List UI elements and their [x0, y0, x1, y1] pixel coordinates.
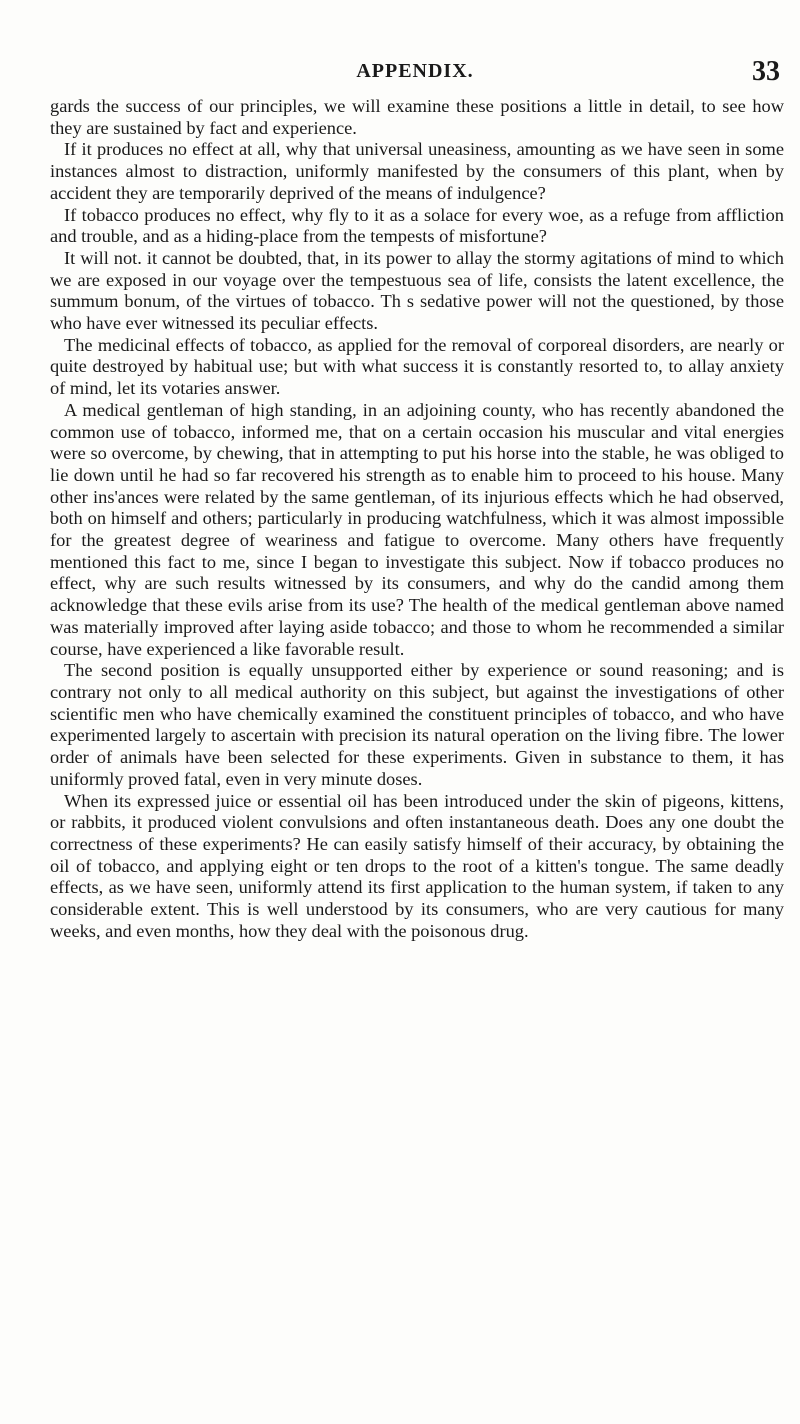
running-title: APPENDIX.: [356, 60, 474, 82]
paragraph: The medicinal effects of tobacco, as applied for the removal of corporeal disorders, are nearly or quite destroyed by habitual use; but with what success it is constantly resorted to, to allay anxiety of mind, let its votaries answer.: [50, 334, 784, 399]
paragraph: If tobacco produces no effect, why fly to it as a solace for every woe, as a refuge from affliction and trouble, and as a hiding-place from the tempests of misfortune?: [50, 204, 784, 247]
paragraph-continued: gards the success of our principles, we will examine these positions a little in detail, to see how they are sustained by fact and experience.: [50, 96, 784, 138]
paragraph: It will not. it cannot be doubted, that, in its power to allay the stormy agitations of mind to which we are exposed in our voyage over the tempestuous sea of life, consists the latent excellence, the summum bonum, of the virtues of tobacco. Th s sedative power will not the questioned, by those who have ever witnessed its peculiar effects.: [50, 247, 784, 334]
paragraph: A medical gentleman of high standing, in an adjoining county, who has recently abandoned the common use of tobacco, informed me, that on a certain occasion his muscular and vital energies were so overcome, by chewing, that in attempting to put his horse into the stable, he was obliged to lie down until he had so far recovered his strength as to enable him to proceed to his house. Many other ins'ances were related by the same gentleman, of its injurious effects which he had observed, both on himself and others; particularly in producing watchfulness, which it was almost impossible for the greatest degree of weariness and fatigue to overcome. Many others have frequently mentioned this fact to me, since I began to investigate this subject. Now if tobacco produces no effect, why are such results witnessed by its consumers, and why do the candid among them acknowledge that these evils arise from its use? The health of the medical gentleman above named was materially improved after laying aside tobacco; and those to whom he recommended a similar course, have experienced a like favorable result.: [50, 399, 784, 659]
paragraph: If it produces no effect at all, why that universal uneasiness, amounting as we have seen in some instances almost to distraction, uniformly manifested by the consumers of this plant, when by accident they are temporarily deprived of the means of indulgence?: [50, 139, 784, 203]
paragraph: When its expressed juice or essential oil has been introduced under the skin of pigeons, kittens, or rabbits, it produced violent convulsions and often instantaneous death. Does any one doubt the correctness of these experiments? He can easily satisfy himself of their accuracy, by obtaining the oil of tobacco, and applying eight or ten drops to the root of a kitten's tongue. The same deadly effects, as we have seen, uniformly attend its first application to the human system, if taken to any considerable extent. This is well understood by its consumers, who are very cautious for many weeks, and even months, how they deal with the poisonous drug.: [50, 790, 784, 941]
page-number: 33: [752, 56, 780, 87]
paragraph: The second position is equally unsupported either by experience or sound reasoning; and is contrary not only to all medical authority on this subject, but against the investigations of other scientific men who have chemically examined the constituent principles of tobacco, and who have experimented largely to ascertain with precision its natural operation on the living fibre. The lower order of animals have been selected for these experiments. Given in substance to them, it has uniformly proved fatal, even in very minute doses.: [50, 660, 784, 789]
body-text: [50, 96, 784, 942]
running-head: [50, 56, 780, 90]
